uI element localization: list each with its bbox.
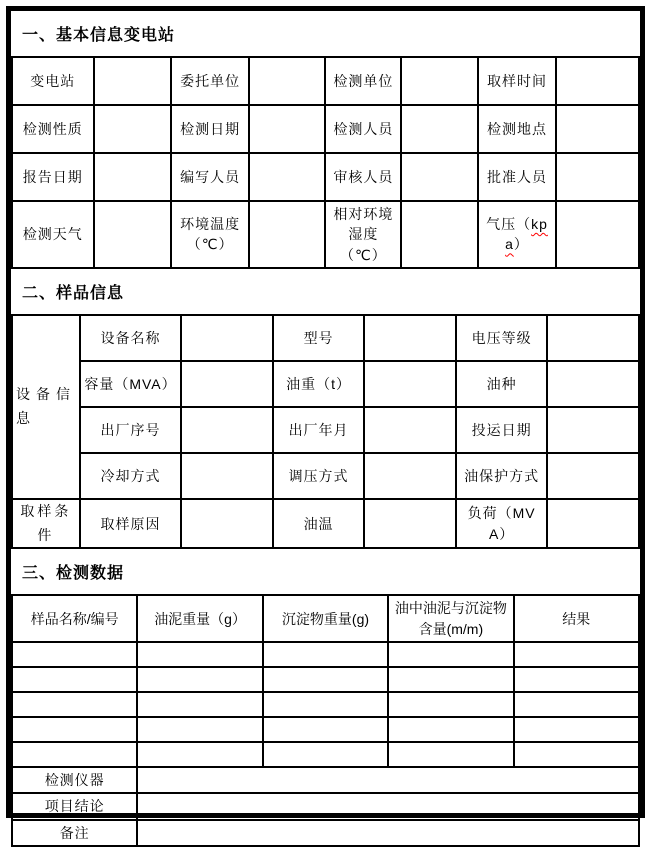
- field-value[interactable]: [401, 201, 478, 268]
- field-label: 相对环境湿度（℃）: [325, 201, 401, 268]
- field-value[interactable]: [94, 105, 172, 153]
- data-cell[interactable]: [514, 717, 639, 742]
- field-value[interactable]: [547, 315, 639, 361]
- data-cell[interactable]: [137, 642, 262, 667]
- data-cell[interactable]: [263, 642, 388, 667]
- data-row: [12, 642, 639, 667]
- data-cell[interactable]: [388, 667, 513, 692]
- field-label: 油保护方式: [456, 453, 548, 499]
- field-label: 型号: [273, 315, 365, 361]
- data-cell[interactable]: [12, 642, 137, 667]
- data-row: [12, 667, 639, 692]
- field-label: 电压等级: [456, 315, 548, 361]
- field-label: 检测性质: [12, 105, 94, 153]
- field-value[interactable]: [556, 57, 639, 105]
- footer-label-remarks: 备注: [12, 820, 137, 846]
- data-row: [12, 742, 639, 767]
- data-cell[interactable]: [137, 692, 262, 717]
- table-row: [12, 153, 639, 201]
- field-value[interactable]: [249, 153, 325, 201]
- group-header-sampling-condition: 取样条件: [12, 499, 80, 549]
- pressure-label-prefix: 气压（: [486, 216, 532, 233]
- field-value[interactable]: [556, 105, 639, 153]
- field-value[interactable]: [364, 499, 456, 549]
- field-label: 出厂年月: [273, 407, 365, 453]
- field-value[interactable]: [249, 201, 325, 268]
- section-2-title: 二、样品信息: [22, 284, 125, 302]
- field-value[interactable]: [547, 361, 639, 407]
- data-row: [12, 692, 639, 717]
- table-row: [12, 201, 639, 268]
- field-label: 检测人员: [325, 105, 401, 153]
- field-label: 取样原因: [80, 499, 182, 549]
- footer-label-conclusion: 项目结论: [12, 793, 137, 819]
- page-frame: [6, 6, 645, 841]
- field-value[interactable]: [181, 453, 273, 499]
- field-label: 调压方式: [273, 453, 365, 499]
- footer-row: [12, 767, 639, 793]
- field-value[interactable]: [249, 105, 325, 153]
- field-label: 冷却方式: [80, 453, 182, 499]
- data-cell[interactable]: [12, 742, 137, 767]
- data-cell[interactable]: [12, 667, 137, 692]
- group-header-device-info: 设备信息: [12, 315, 80, 499]
- field-label: 检测日期: [171, 105, 249, 153]
- field-label: 报告日期: [12, 153, 94, 201]
- field-label: 容量（MVA）: [80, 361, 182, 407]
- field-value[interactable]: [401, 57, 478, 105]
- table-row: [12, 453, 639, 499]
- field-label: 批准人员: [478, 153, 555, 201]
- field-value[interactable]: [547, 499, 639, 549]
- test-data-table: [11, 594, 640, 846]
- field-value[interactable]: [94, 57, 172, 105]
- section-3-title: 三、检测数据: [22, 565, 125, 583]
- data-cell[interactable]: [514, 742, 639, 767]
- field-label: 出厂序号: [80, 407, 182, 453]
- table-row: [12, 57, 639, 105]
- table-row: [12, 407, 639, 453]
- footer-value-conclusion[interactable]: [137, 793, 639, 819]
- basic-info-table: [11, 56, 640, 269]
- column-header-result: 结果: [514, 595, 639, 642]
- field-label: 油温: [273, 499, 365, 549]
- footer-value-instrument[interactable]: [137, 767, 639, 793]
- column-header-sample-name: 样品名称/编号: [12, 595, 137, 642]
- data-cell[interactable]: [514, 667, 639, 692]
- field-value[interactable]: [547, 407, 639, 453]
- field-value[interactable]: [401, 105, 478, 153]
- data-cell[interactable]: [12, 692, 137, 717]
- field-label: 审核人员: [325, 153, 401, 201]
- field-label-pressure: [478, 201, 555, 268]
- field-value[interactable]: [364, 361, 456, 407]
- field-value[interactable]: [181, 315, 273, 361]
- field-label: 检测天气: [12, 201, 94, 268]
- field-label: 油重（t）: [273, 361, 365, 407]
- table-row: [12, 361, 639, 407]
- field-value[interactable]: [364, 407, 456, 453]
- pressure-label-unit: kpa: [505, 216, 548, 253]
- field-label: 检测单位: [325, 57, 401, 105]
- field-value[interactable]: [181, 407, 273, 453]
- field-label: 变电站: [12, 57, 94, 105]
- field-value[interactable]: [181, 499, 273, 549]
- field-value[interactable]: [181, 361, 273, 407]
- section-1-title: 一、基本信息变电站: [22, 27, 176, 44]
- sample-info-table: [11, 314, 640, 550]
- data-cell[interactable]: [263, 692, 388, 717]
- footer-label-instrument: 检测仪器: [12, 767, 137, 793]
- field-label: 编写人员: [171, 153, 249, 201]
- data-cell[interactable]: [263, 742, 388, 767]
- field-value[interactable]: [364, 453, 456, 499]
- field-label: 环境温度（℃）: [171, 201, 249, 268]
- field-value[interactable]: [547, 453, 639, 499]
- field-label: 委托单位: [171, 57, 249, 105]
- table-header-row: [12, 595, 639, 642]
- table-row: [12, 105, 639, 153]
- field-value[interactable]: [249, 57, 325, 105]
- field-value[interactable]: [94, 153, 172, 201]
- field-value[interactable]: [364, 315, 456, 361]
- data-cell[interactable]: [514, 692, 639, 717]
- data-cell[interactable]: [388, 642, 513, 667]
- field-label: 设备名称: [80, 315, 182, 361]
- footer-value-remarks[interactable]: [137, 820, 639, 846]
- field-label: 取样时间: [478, 57, 555, 105]
- data-cell[interactable]: [137, 717, 262, 742]
- field-value[interactable]: [556, 201, 639, 268]
- footer-row: [12, 820, 639, 846]
- data-cell[interactable]: [388, 717, 513, 742]
- data-cell[interactable]: [388, 692, 513, 717]
- data-cell[interactable]: [263, 717, 388, 742]
- field-label: 负荷（MVA）: [456, 499, 548, 549]
- data-cell[interactable]: [12, 717, 137, 742]
- column-header-sediment-weight: 沉淀物重量(g): [263, 595, 388, 642]
- table-row: [12, 499, 639, 549]
- table-row: [12, 315, 639, 361]
- pressure-label-suffix: ）: [513, 236, 529, 253]
- data-cell[interactable]: [514, 642, 639, 667]
- field-label: 投运日期: [456, 407, 548, 453]
- data-cell[interactable]: [388, 742, 513, 767]
- field-value[interactable]: [94, 201, 172, 268]
- field-value[interactable]: [401, 153, 478, 201]
- data-cell[interactable]: [137, 742, 262, 767]
- data-cell[interactable]: [263, 667, 388, 692]
- column-header-sludge-weight: 油泥重量（g）: [137, 595, 262, 642]
- footer-row: [12, 793, 639, 819]
- field-value[interactable]: [556, 153, 639, 201]
- data-cell[interactable]: [137, 667, 262, 692]
- data-row: [12, 717, 639, 742]
- field-label: 检测地点: [478, 105, 555, 153]
- column-header-sludge-sediment-content: 油中油泥与沉淀物含量(m/m): [388, 595, 513, 642]
- field-label: 油种: [456, 361, 548, 407]
